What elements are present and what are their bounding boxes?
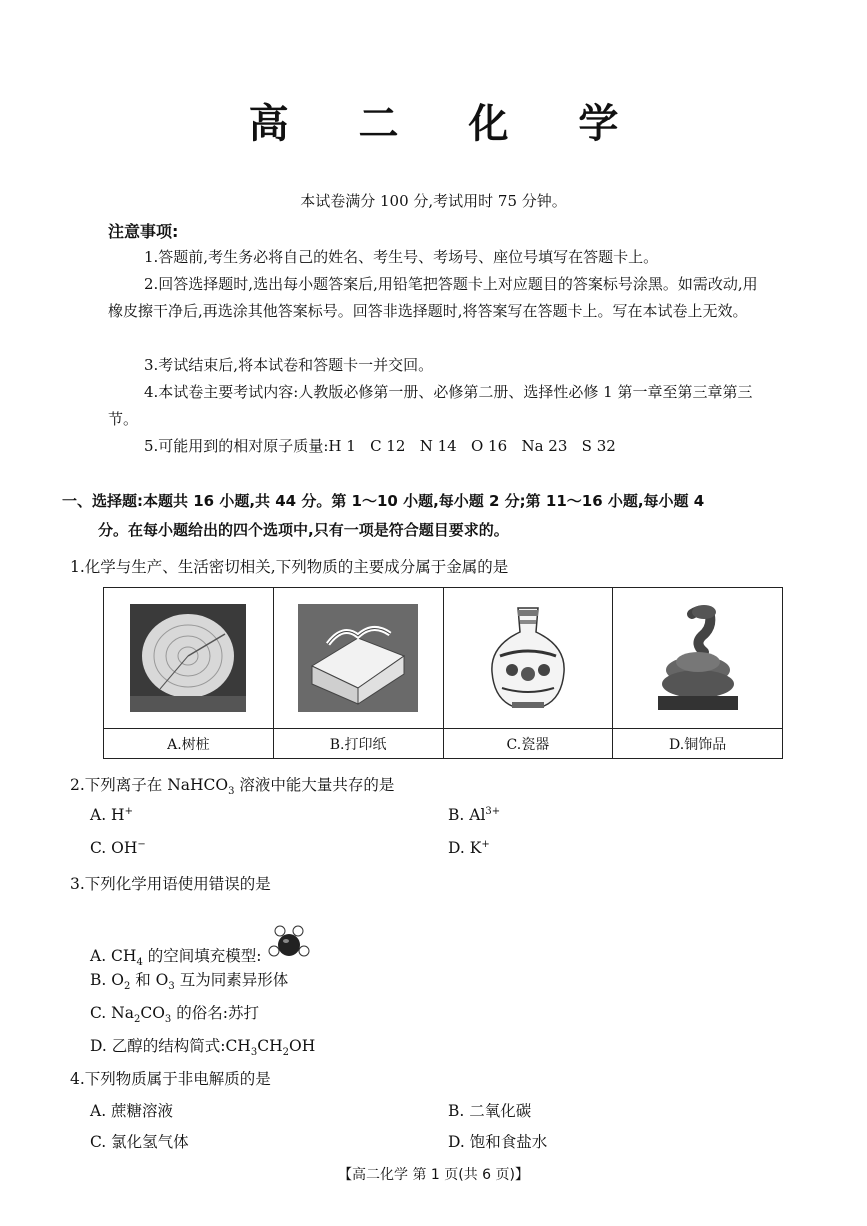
tree-stump-icon — [130, 604, 246, 712]
option-text: B. Al — [448, 806, 486, 825]
porcelain-vase-icon — [478, 602, 578, 714]
option-text: 互为同素异形体 — [174, 971, 289, 989]
option-text: B. O — [90, 971, 124, 989]
methane-space-filling-model-icon — [268, 923, 310, 967]
option-text: C. OH — [90, 839, 138, 858]
stem-text: 2.下列离子在 NaHCO — [70, 776, 229, 794]
subscript: 3 — [228, 786, 235, 798]
notice-item: 1.答题前,考生务必将自己的姓名、考生号、考场号、座位号填写在答题卡上。 — [144, 248, 659, 266]
option-c-caption: C.瓷器 — [443, 729, 613, 759]
printer-paper-icon — [298, 604, 418, 712]
question-2-option-a — [90, 806, 133, 824]
section-line: 一、选择题:本题共 16 小题,共 44 分。第 1～10 小题,每小题 2 分;第 11～16 小题,每小题 4 — [62, 492, 705, 510]
page-footer: 【高二化学 第 1 页(共 6 页)】 — [338, 1167, 529, 1183]
subscript: 3 — [168, 981, 175, 993]
option-text: CO — [140, 1004, 165, 1022]
question-4-stem: 4.下列物质属于非电解质的是 — [70, 1070, 271, 1088]
option-b-caption: B.打印纸 — [273, 729, 443, 759]
question-4-option-c: C. 氯化氢气体 — [90, 1133, 189, 1151]
section-line: 分。在每小题给出的四个选项中,只有一项是符合题目要求的。 — [98, 521, 509, 539]
option-text: A. H — [90, 806, 125, 825]
exam-title: 高 二 化 学 — [248, 101, 647, 147]
notice-item: 2.回答选择题时,选出每小题答案后,用铅笔把答题卡上对应题目的答案标号涂黑。如需改动,用橡皮擦干净后,再选涂其他答案标号。回答非选择题时,将答案写在答题卡上。写在本试卷上无效。 — [108, 275, 758, 320]
subscript: 4 — [136, 957, 143, 969]
question-3-option-d — [90, 1034, 315, 1058]
option-text: A. CH — [90, 947, 137, 965]
option-text: 的空间填充模型: — [142, 947, 262, 965]
superscript: − — [137, 839, 146, 850]
option-a-caption: A.树桩 — [104, 729, 274, 759]
notice-item: 5.可能用到的相对原子质量:H 1 C 12 N 14 O 16 Na 23 S 32 — [144, 437, 616, 455]
option-b-image-cell — [273, 588, 443, 729]
question-2-option-b — [448, 806, 500, 824]
question-1-stem: 1.化学与生产、生活密切相关,下列物质的主要成分属于金属的是 — [70, 558, 509, 576]
superscript: + — [481, 839, 490, 850]
notice-item: 4.本试卷主要考试内容:人教版必修第一册、必修第二册、选择性必修 1 第一章至第三章第三节。 — [108, 383, 753, 428]
exam-subtitle: 本试卷满分 100 分,考试用时 75 分钟。 — [300, 192, 567, 210]
question-3-option-b — [90, 968, 288, 992]
option-text: D. 乙醇的结构简式:CH — [90, 1037, 251, 1055]
superscript: 3+ — [485, 806, 501, 817]
option-c-image-cell — [443, 588, 613, 729]
question-2-option-d — [448, 839, 490, 857]
option-text: D. K — [448, 839, 482, 858]
subscript: 3 — [164, 1014, 172, 1026]
option-text: 和 O — [130, 971, 169, 989]
subscript: 3 — [250, 1047, 258, 1059]
subscript: 2 — [282, 1047, 289, 1059]
option-text: 的俗名:苏打 — [171, 1004, 259, 1022]
subscript: 2 — [133, 1014, 141, 1026]
option-text: C. Na — [90, 1004, 134, 1022]
option-d-image-cell — [613, 588, 783, 729]
option-a-image-cell — [104, 588, 274, 729]
option-text: CH — [257, 1037, 283, 1055]
question-2-option-c — [90, 839, 146, 857]
notice-heading: 注意事项: — [108, 222, 179, 241]
option-d-caption: D.铜饰品 — [613, 729, 783, 759]
question-2-stem — [70, 773, 394, 797]
copper-snake-ornament-icon — [648, 600, 748, 716]
superscript: + — [124, 806, 133, 817]
notice-item: 3.考试结束后,将本试卷和答题卡一并交回。 — [144, 356, 434, 374]
question-4-option-a: A. 蔗糖溶液 — [90, 1102, 174, 1120]
question-1-image-table — [103, 587, 783, 759]
question-4-option-d: D. 饱和食盐水 — [448, 1133, 548, 1151]
option-text: OH — [288, 1037, 316, 1055]
question-3-stem: 3.下列化学用语使用错误的是 — [70, 875, 271, 893]
stem-text: 溶液中能大量共存的是 — [234, 776, 395, 794]
section-heading — [62, 487, 802, 545]
question-4-option-b: B. 二氧化碳 — [448, 1102, 532, 1120]
subscript: 2 — [123, 981, 131, 993]
question-3-option-c — [90, 1001, 259, 1025]
